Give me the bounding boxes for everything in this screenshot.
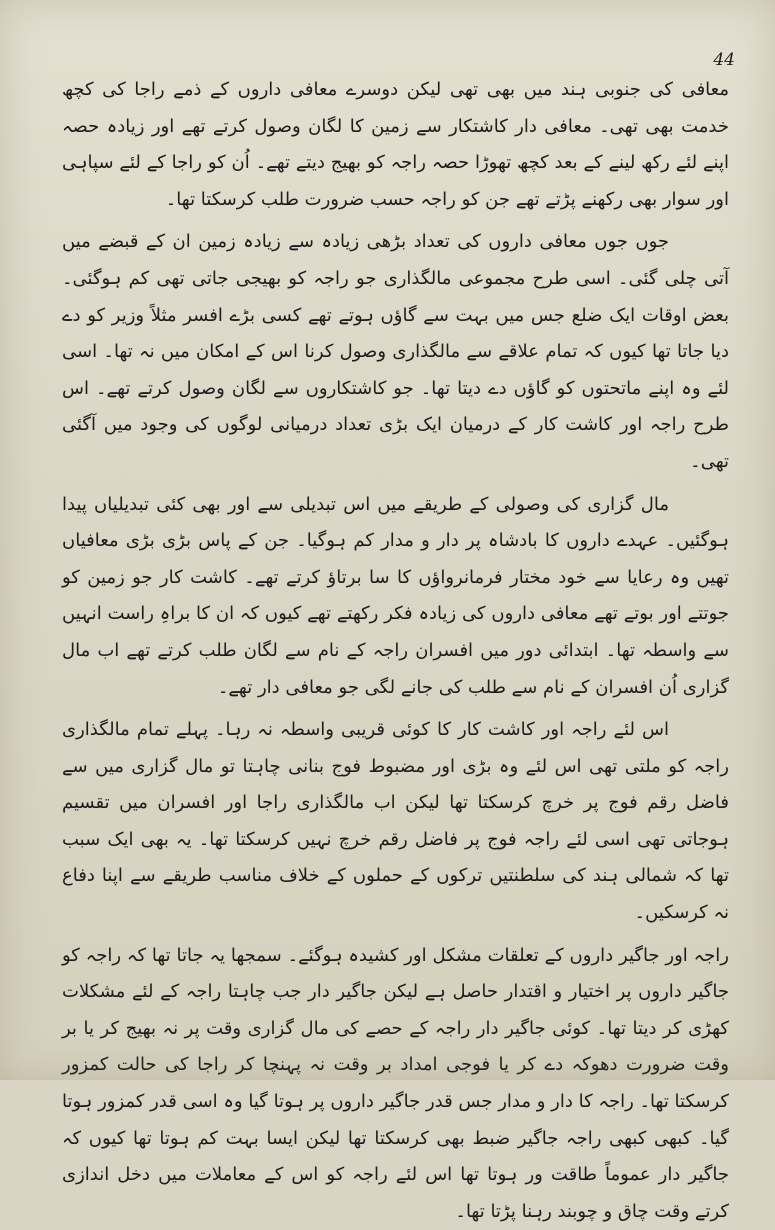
paragraph-5: راجہ اور جاگیر داروں کے تعلقات مشکل اور کشیدہ ہوگئے۔ سمجھا یہ جاتا تھا کہ راجہ کو جاگیر داروں پر اختیار و اقتدار حاصل ہے لیکن جاگیر دار جب چاہتا راجہ کے لئے مشکلات کھڑی کر دیتا تھا۔ کوئی جاگیر دار راجہ کے حصے کی مال گزاری وقت پر نہ بھیج کر یا بر وقت ضرورت دھوکہ دے کر یا فوجی امداد بر وقت نہ پہنچا کر راجا کی حالت کمزور کرسکتا تھا۔ راجہ کا دار و مدار جس قدر جاگیر داروں پر ہوتا گیا وہ اسی قدر کمزور ہوتا گیا۔ کبھی کبھی راجہ جاگیر ضبط بھی کرسکتا تھا لیکن ایسا بہت کم ہوتا تھا کیوں کہ جاگیر دار عموماً طاقت ور ہوتا تھا اس لئے راجہ کو اس کے معاملات میں دخل اندازی کرتے وقت چاق و چوبند رہنا پڑتا تھا۔ bbox=[62, 944, 729, 1222]
page-number: 44 bbox=[713, 50, 735, 70]
paragraph-2: جوں جوں معافی داروں کی تعداد بڑھی زیادہ سے زیادہ زمین ان کے قبضے میں آتی چلی گئی۔ اسی طرح مجموعی مالگذاری جو راجہ کو بھیجی جاتی تھی کم ہوگئی۔ بعض اوقات ایک ضلع جس میں بہت سے گاؤں ہوتے تھے کسی بڑے افسر مثلاً وزیر کو دے دیا جاتا تھا کیوں کہ تمام علاقے سے مالگذاری وصول کرنا اس کے امکان میں نہ تھا۔ اسی لئے وہ اپنے ماتحتوں کو گاؤں دے دیتا تھا۔ جو کاشتکاروں سے لگان وصول کرتے تھے۔ اس طرح راجہ اور کاشت کار کے درمیان ایک بڑی تعداد درمیانی لوگوں کی وجود میں آگئی تھی۔ bbox=[62, 231, 729, 472]
paragraph-3: مال گزاری کی وصولی کے طریقے میں اس تبدیلی سے اور بھی کئی تبدیلیاں پیدا ہوگئیں۔ عہدے داروں کا بادشاہ پر دار و مدار کم ہوگیا۔ جن کے پاس بڑی بڑی معافیاں تھیں وہ رعایا سے خود مختار فرمانرواؤں کا سا برتاؤ کرتے تھے۔ کاشت کار جو زمین کو جوتتے اور بوتے تھے معافی داروں کی زیادہ فکر رکھتے تھے کیوں کہ ان کا براہِ راست انہیں سے واسطہ تھا۔ ابتدائی دور میں افسران راجہ کے نام سے لگان طلب کرتے تھے اب مال گزاری اُن افسران کے نام سے طلب کی جانے لگی جو معافی دار تھے۔ bbox=[62, 493, 729, 698]
paragraph-4: اس لئے راجہ اور کاشت کار کا کوئی قریبی واسطہ نہ رہا۔ پہلے تمام مالگذاری راجہ کو ملتی تھی اس لئے وہ بڑی اور مضبوط فوج بنانی چاہتا تو مال گزاری میں سے فاضل رقم فوج پر خرچ کرسکتا تھا لیکن اب مالگذاری راجا اور افسران میں تقسیم ہوجاتی تھی اسی لئے راجہ فوج پر فاضل رقم خرچ نہیں کرسکتا تھا۔ یہ بھی ایک سبب تھا کہ شمالی ہند کی سلطنتیں ترکوں کے حملوں کے خلاف مناسب طریقے سے اپنا دفاع نہ کرسکیں۔ bbox=[62, 719, 729, 924]
paragraph-1: معافی کی جنوبی ہند میں بھی تھی لیکن دوسرے معافی داروں کے ذمے راجا کی کچھ خدمت بھی تھی۔ معافی دار کاشتکار سے زمین کا لگان وصول کرتے تھے اور زیادہ حصہ اپنے لئے رکھ لینے کے بعد کچھ تھوڑا حصہ راجہ کو بھیج دیتے تھے۔ اُن کو راجا کے لئے سپاہی اور سوار بھی رکھنے پڑتے تھے جن کو راجہ حسب ضرورت طلب کرسکتا تھا۔ bbox=[62, 79, 729, 210]
body-text bbox=[62, 72, 729, 1230]
